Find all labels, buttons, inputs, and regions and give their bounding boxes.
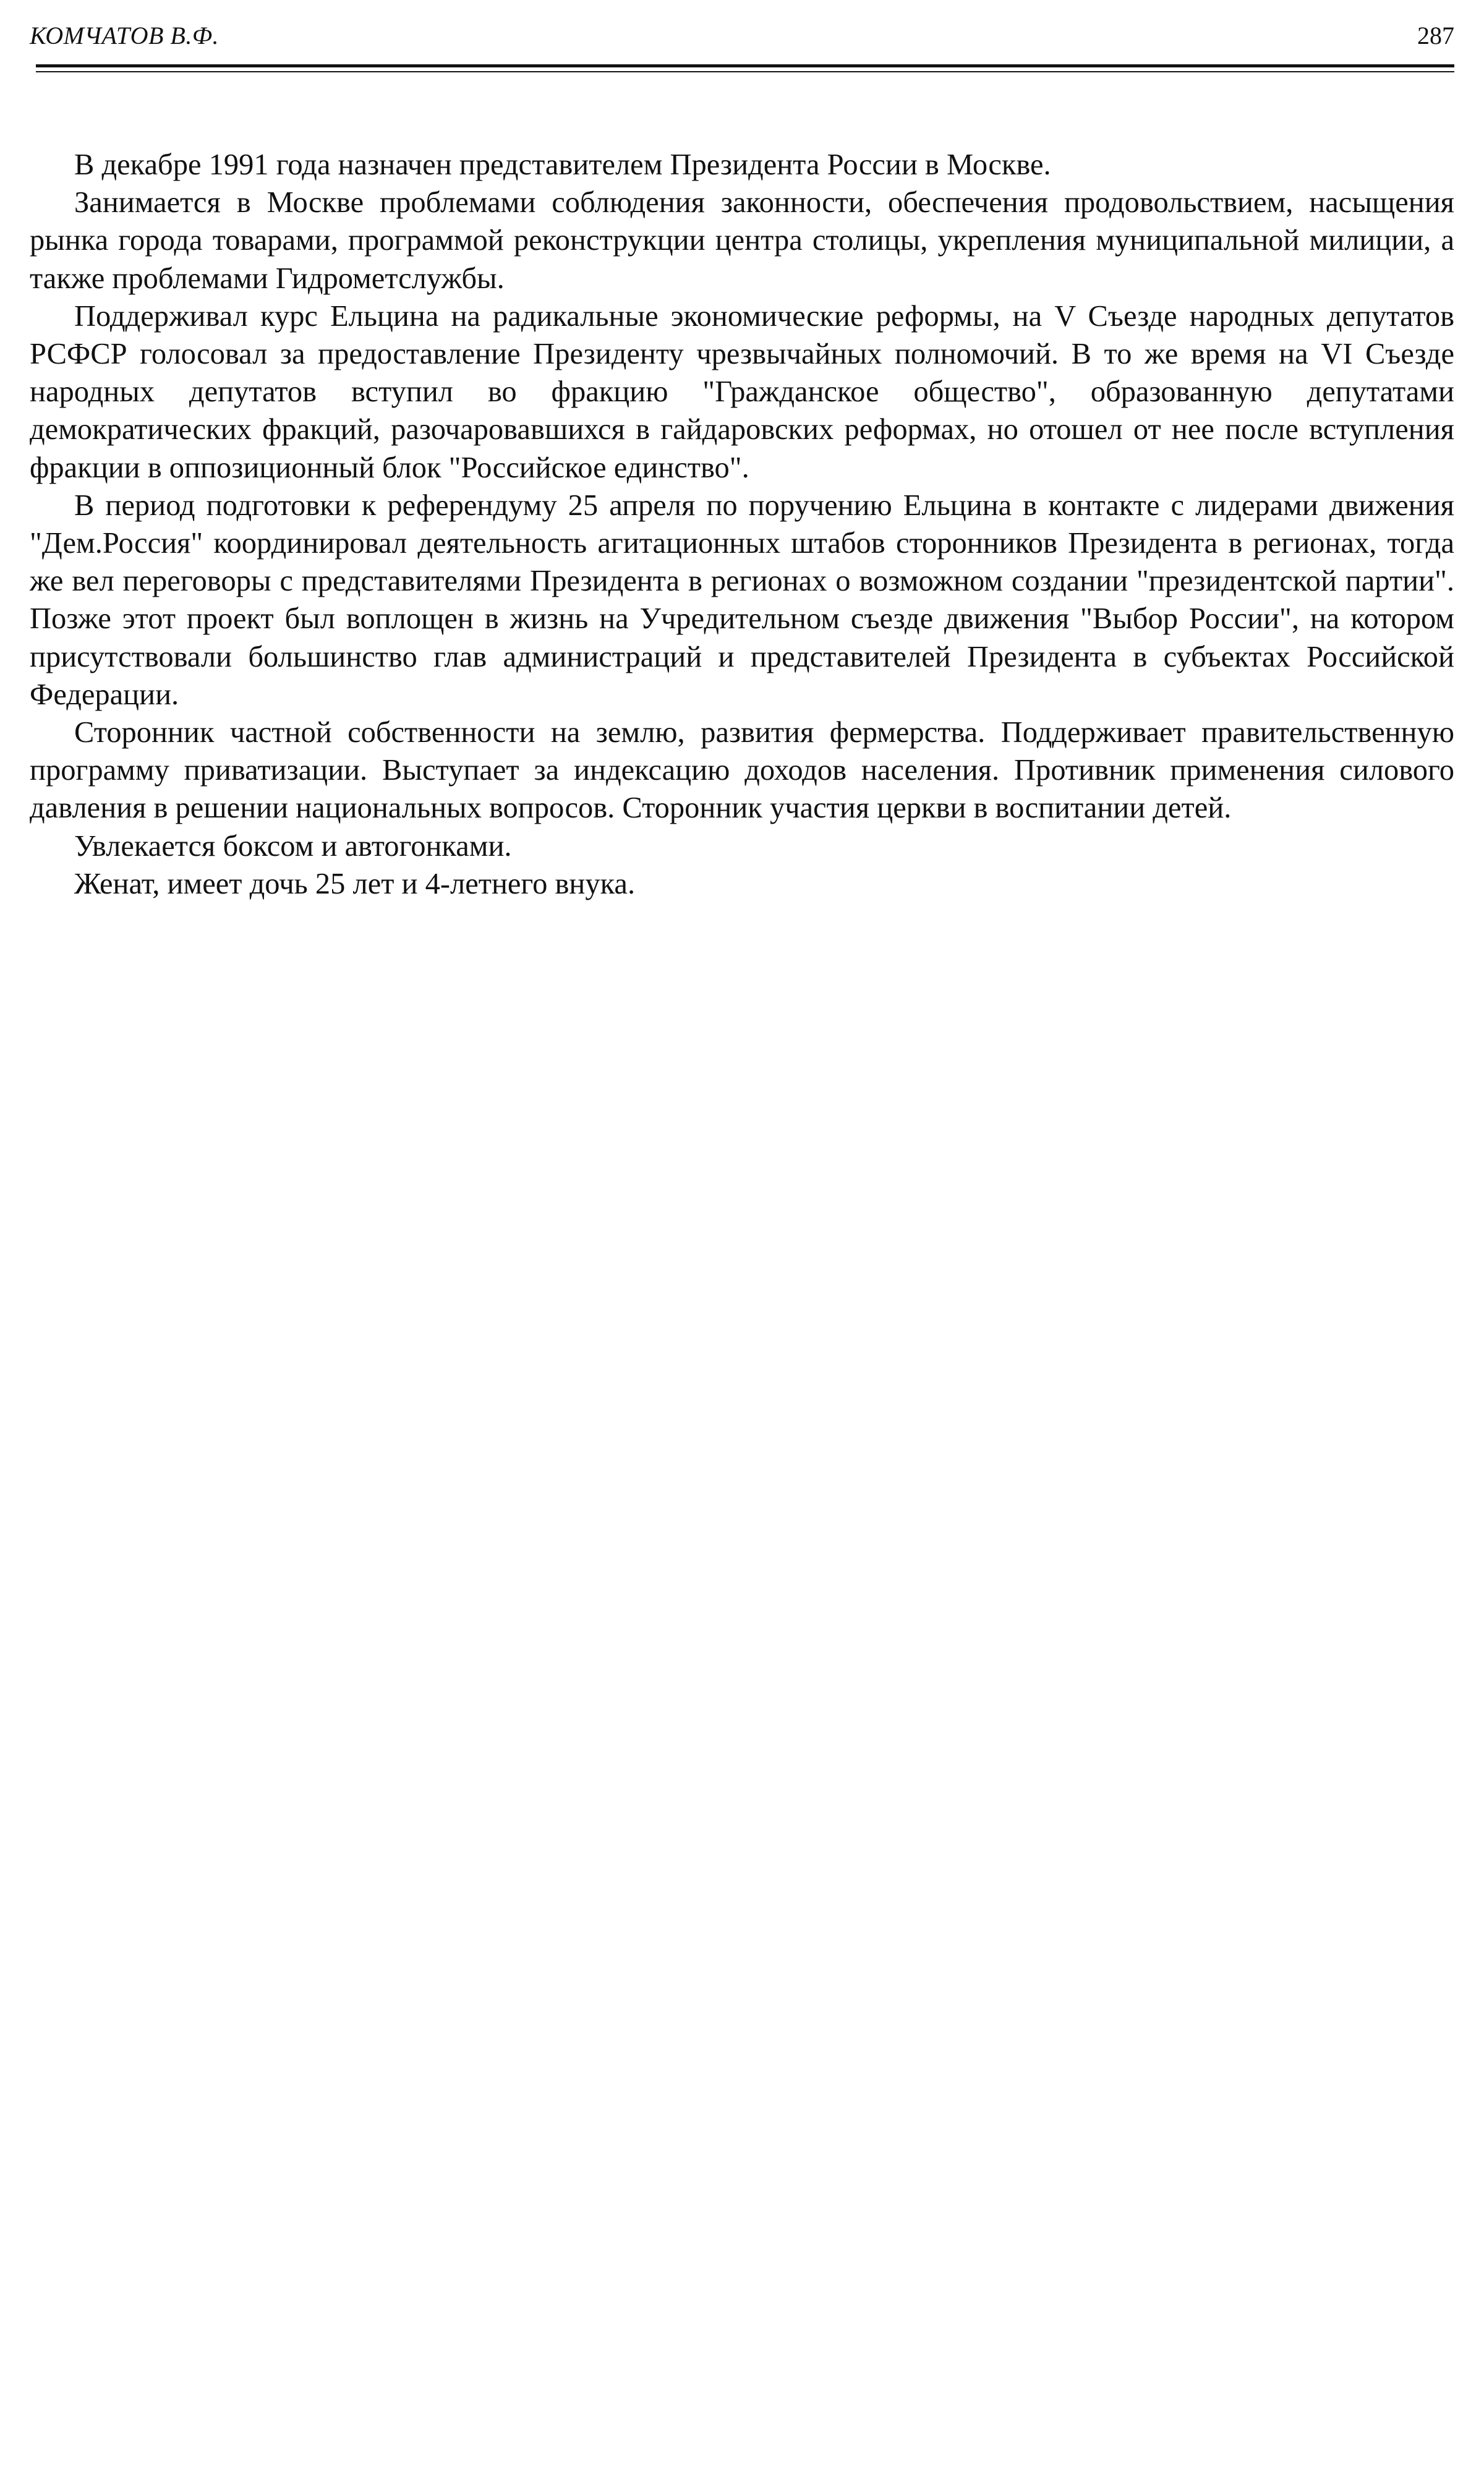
page-header [30,17,1454,54]
paragraph-views: Сторонник частной собственности на землю, развития фермерства. Поддерживает правительственную программу приватизации. Выступает за индексацию доходов населения. Противник применения силового давления в решении национальных вопросов. Сторонник участия церкви в воспитании детей. [30,716,1454,825]
paragraph-family: Женат, имеет дочь 25 лет и 4-летнего внука. [74,867,636,900]
paragraph-hobbies: Увлекается боксом и автогонками. [74,829,512,863]
paragraph-referendum: В период подготовки к референдуму 25 апреля по поручению Ельцина в контакте с лидерами движения "Дем.Россия" координировал деятельность агитационных штабов сторонников Президента в регионах, тогда же вел переговоры с представителями Президента в регионах о возможном создании "президентской партии". Позже этот проект был воплощен в жизнь на Учредительном съезде движения "Выбор России", на котором присутствовали большинство глав администраций и представителей Президента в субъектах Российской Федерации. [30,489,1454,711]
header-author: КОМЧАТОВ В.Ф. [30,22,220,49]
paragraph-appointment: В декабре 1991 года назначен представителем Президента России в Москве. [74,148,1051,181]
header-rule-thin [36,71,1454,72]
paragraph-political-course: Поддерживал курс Ельцина на радикальные экономические реформы, на V Съезде народных депутатов РСФСР голосовал за предоставление Президенту чрезвычайных полномочий. В то же время на VI Съезде народных депутатов вступил во фракцию "Гражданское общество", образованную депутатами демократических фракций, разочаровавшихся в гайдаровских реформах, но отошел от нее после вступления фракции в оппозиционный блок "Российское единство". [30,299,1454,484]
paragraph-responsibilities: Занимается в Москве проблемами соблюдения законности, обеспечения продовольствием, насыщения рынка города товарами, программой реконструкции центра столицы, укрепления муниципальной милиции, а также проблемами Гидрометслужбы. [30,186,1454,295]
page-number: 287 [1417,22,1454,49]
header-rule [36,64,1454,67]
article-body [30,146,1454,903]
